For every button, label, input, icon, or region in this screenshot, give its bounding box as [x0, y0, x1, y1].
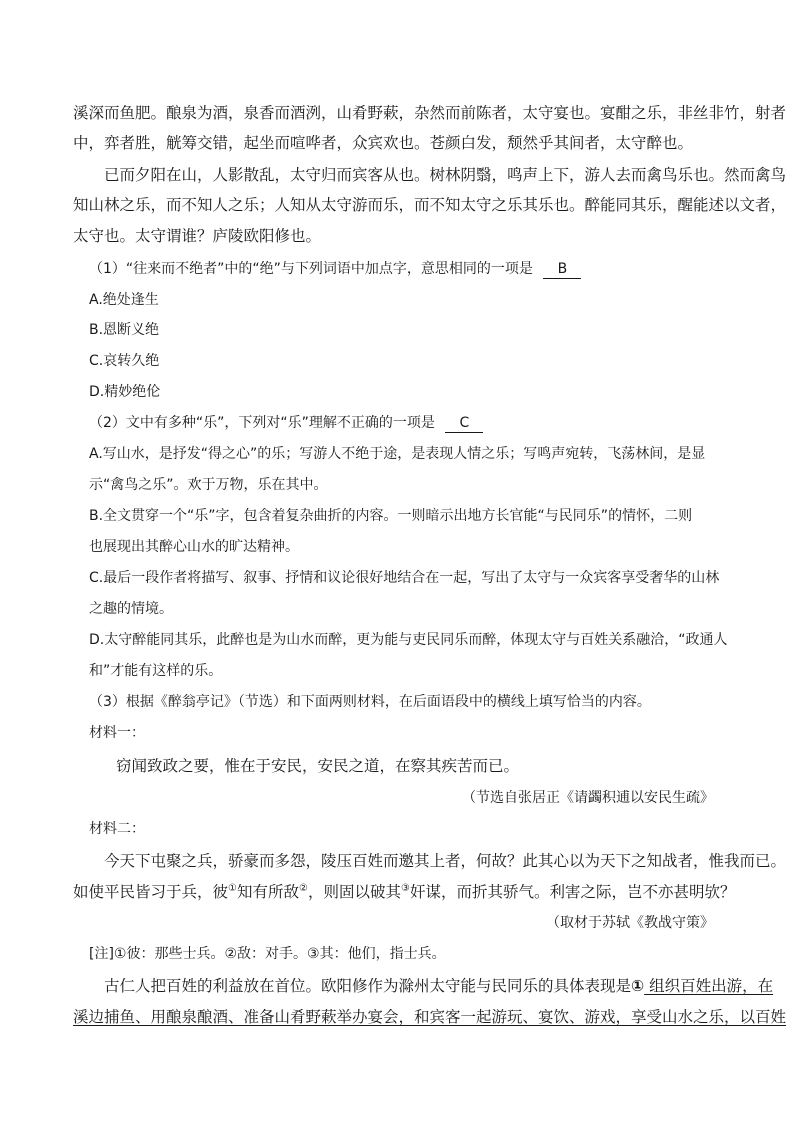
- passage-line: 太守也。太守谓谁？庐陵欧阳修也。: [73, 227, 322, 245]
- question-1-text: （1）“往来而不绝者”中的“绝”与下列词语中加点字，意思相同的一项是: [89, 261, 533, 277]
- question-2-option-c-line2: 之趣的情境。: [89, 601, 173, 617]
- question-2-stem: [89, 412, 483, 434]
- material-2-label: 材料二：: [89, 821, 145, 837]
- question-2-option-b-line2: 也展现出其醉心山水的旷达精神。: [89, 539, 299, 555]
- question-2-answer: C: [445, 414, 483, 433]
- passage-line: 中，弈者胜，觥筹交错，起坐而喧哗者，众宾欢也。苍颜白发，颓然乎其间者，太守醉也。: [73, 134, 694, 152]
- question-2-option-b-line1: B.全文贯穿一个“乐”字，包含着复杂曲折的内容。一则暗示出地方长官能“与民同乐”的情怀，二则: [89, 508, 693, 524]
- question-1-option-d: D.精妙绝伦: [89, 384, 161, 400]
- question-1-stem: [89, 258, 581, 280]
- footnote-marker: ①: [228, 882, 237, 894]
- material-2-text: ，则固以破其: [307, 883, 401, 901]
- material-2-line1: 今天下屯聚之兵，骄豪而多怨，陵压百姓而邀其上者，何故？此其心以为天下之知战者，惟我而已。: [104, 852, 787, 870]
- material-1-text: 窃闻致政之要，惟在于安民，安民之道，在察其疾苦而已。: [116, 757, 520, 775]
- question-1-option-a: A.绝处逢生: [89, 292, 159, 308]
- answer-paragraph-line1: [104, 975, 773, 997]
- question-1-answer: B: [543, 260, 581, 279]
- footnote: [注]①彼：那些士兵。②敌：对手。③其：他们，指士兵。: [89, 946, 446, 962]
- blank-number: ①: [631, 977, 645, 995]
- material-2-line2: [73, 881, 735, 903]
- question-2-option-a-line2: 示“禽鸟之乐”。欢于万物，乐在其中。: [89, 477, 328, 493]
- answer-paragraph-line2: 溪边捕鱼、用酿泉酿酒、准备山肴野蔌举办宴会，和宾客一起游玩、宴饮、游戏，享受山水之乐，以百姓: [73, 1008, 787, 1026]
- passage-line: 已而夕阳在山，人影散乱，太守归而宾客从也。树林阴翳，鸣声上下，游人去而禽鸟乐也。然而禽鸟: [104, 166, 787, 184]
- question-3-stem: （3）根据《醉翁亭记》（节选）和下面两则材料，在后面语段中的横线上填写恰当的内容。: [89, 694, 651, 710]
- material-1-label: 材料一：: [89, 725, 145, 741]
- question-2-option-d-line1: D.太守醉能同其乐，此醉也是为山水而醉，更为能与吏民同乐而醉，体现太守与百姓关系融洽，“政通人: [89, 632, 728, 648]
- material-2-source: （取材于苏轼《教战守策》: [546, 915, 714, 931]
- passage-line: 溪深而鱼肥。酿泉为酒，泉香而酒洌，山肴野蔌，杂然而前陈者，太守宴也。宴酣之乐，非丝非竹，射者: [73, 104, 787, 122]
- question-2-option-a-line1: A.写山水，是抒发“得之心”的乐；写游人不绝于途，是表现人情之乐；写鸣声宛转，飞荡林间，是显: [89, 446, 706, 462]
- question-2-option-d-line2: 和”才能有这样的乐。: [89, 663, 223, 679]
- footnote-marker: ③: [400, 882, 410, 894]
- answer-fill: 组织百姓出游，在: [644, 977, 774, 995]
- question-2-option-c-line1: C.最后一段作者将描写、叙事、抒情和议论很好地结合在一起，写出了太守与一众宾客享受奢华的山林: [89, 570, 720, 586]
- question-1-option-c: C.哀转久绝: [89, 353, 160, 369]
- footnote-marker: ②: [299, 882, 308, 894]
- answer-paragraph-text: 古仁人把百姓的利益放在首位。欧阳修作为滁州太守能与民同乐的具体表现是: [104, 977, 632, 995]
- material-2-text: 知有所敌: [236, 883, 299, 901]
- material-1-source: （节选自张居正《请蠲积逋以安民生疏》: [462, 790, 714, 806]
- question-2-text: （2）文中有多种“乐”，下列对“乐”理解不正确的一项是: [89, 415, 435, 431]
- passage-line: 知山林之乐，而不知人之乐；人知从太守游而乐，而不知太守之乐其乐也。醉能同其乐，醒能述以文者，: [73, 196, 787, 214]
- question-1-option-b: B.恩断义绝: [89, 322, 160, 338]
- material-2-text: 奸谋，而折其骄气。利害之际，岂不亦甚明欤？: [409, 883, 736, 901]
- material-2-text: 如使平民皆习于兵，彼: [73, 883, 229, 901]
